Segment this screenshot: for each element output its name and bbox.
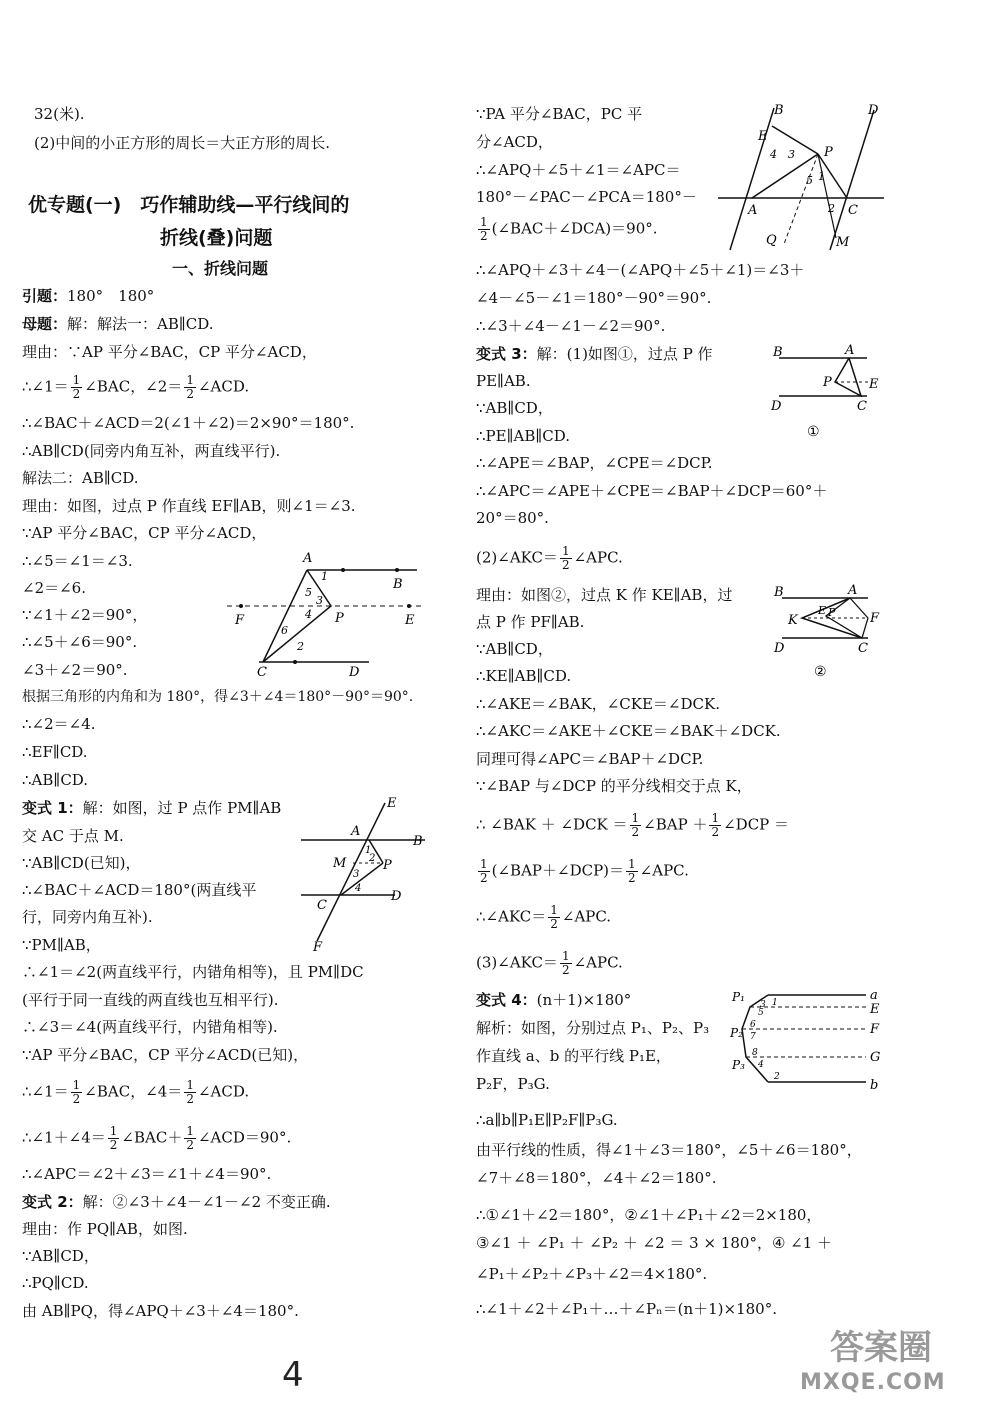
angle-label: 4	[305, 608, 312, 621]
figure-variant4	[732, 985, 882, 1097]
point-label: P₁	[732, 990, 745, 1004]
text-line: ∠P₁＋∠P₂＋∠P₃＋∠2＝4×180°.	[476, 1265, 708, 1283]
text-line	[22, 286, 154, 306]
fraction: $\frac{1}{2}$	[72, 373, 81, 401]
point-label: B	[774, 585, 784, 600]
figure-variant3-1	[765, 338, 885, 440]
text-line: ∴∠APC＝∠2＋∠3＝∠1＋∠4＝90°.	[22, 1165, 272, 1183]
text-line: 根据三角形的内角和为 180°，得∠3＋∠4＝180°－90°＝90°.	[22, 689, 414, 705]
label-bianshi1: 变式 1：	[22, 799, 83, 817]
text-line: 理由：作 PQ∥AB，如图.	[22, 1220, 188, 1238]
point-label: B	[773, 345, 783, 360]
text-line: ∵PM∥AB，	[22, 936, 101, 954]
point-label: P	[823, 375, 832, 390]
fraction: $\frac{1}{2}$	[109, 1124, 118, 1152]
point-label: D	[774, 641, 785, 656]
point-label: F	[313, 940, 323, 955]
point-label: C	[317, 898, 327, 913]
text-line: 同理可得∠APC＝∠BAP＋∠DCP.	[476, 750, 704, 768]
angle-label: 5	[758, 1008, 764, 1018]
text-line: ∴PQ∥CD.	[22, 1274, 89, 1292]
label-yinti: 引题：	[22, 287, 68, 305]
angle-label: 6	[281, 624, 288, 637]
point-label: C	[257, 665, 267, 680]
text-line: ∴∠AKE＝∠BAK，∠CKE＝∠DCK.	[476, 695, 720, 713]
point-label: F	[235, 613, 245, 628]
text-line: P₂F，P₃G.	[476, 1075, 550, 1093]
fraction: $\frac{1}{2}$	[186, 1124, 194, 1152]
text-line: ∵PA 平分∠BAC，PC 平	[476, 105, 643, 123]
text-frag: 解：如图，过 P 点作 PM∥AB	[82, 799, 282, 817]
point-label: B	[393, 577, 403, 592]
figure-caption: ①	[807, 424, 820, 440]
angle-label: 3	[316, 594, 323, 607]
point-label: M	[836, 235, 850, 250]
text-frag: ∠BAC＋	[121, 1128, 183, 1147]
text-line	[476, 904, 611, 931]
point-label: E	[387, 796, 397, 811]
text-line: 作直线 a、b 的平行线 P₁E，	[476, 1047, 671, 1065]
line-label: a	[870, 988, 878, 1003]
point-label: B	[413, 834, 423, 849]
text-line: ∴EF∥CD.	[22, 743, 88, 761]
fraction: $\frac{1}{2}$	[72, 1078, 81, 1106]
point-label: P	[828, 606, 836, 619]
fraction: $\frac{1}{2}$	[480, 215, 488, 243]
text-line: 180°－∠PAC－∠PCA＝180°－	[476, 188, 697, 206]
text-line: ∵AB∥CD(已知)，	[22, 854, 141, 872]
text-line	[476, 950, 623, 977]
fraction: $\frac{1}{2}$	[561, 544, 570, 572]
fraction: $\frac{1}{2}$	[550, 903, 558, 931]
point-label: C	[848, 203, 858, 218]
text-line	[22, 1079, 249, 1106]
point-label: E	[818, 604, 827, 617]
text-line	[476, 990, 631, 1010]
angle-label: 1	[321, 570, 328, 583]
fraction: $\frac{1}{2}$	[628, 857, 636, 885]
point-label: C	[857, 399, 867, 414]
angle-label: 4	[770, 148, 777, 161]
point-label: A	[748, 203, 758, 218]
angle-label: 7	[750, 1032, 756, 1042]
point-label: M	[333, 856, 347, 871]
text-line	[476, 344, 713, 364]
text-line	[22, 1125, 291, 1152]
figure-parallel-ef	[225, 548, 430, 680]
point-label: P	[335, 611, 344, 626]
angle-label: 2	[774, 1072, 780, 1082]
text-frag: ∠ACD.	[197, 1082, 250, 1101]
figure-caption: ②	[814, 664, 827, 680]
point-label: D	[349, 665, 360, 680]
point-label: F	[870, 1022, 880, 1037]
text-line: ∠3＋∠2＝90°.	[22, 661, 128, 679]
angle-label: 5	[305, 586, 312, 599]
line-label: b	[870, 1078, 879, 1093]
text-frag: ∠ACD.	[197, 377, 250, 396]
text-line: 解析：如图，分别过点 P₁、P₂、P₃	[476, 1019, 710, 1037]
text-line: ∴∠3＝∠4(两直线平行，内错角相等).	[22, 1018, 278, 1036]
text-line: ∴AB∥CD(同旁内角互补，两直线平行).	[22, 442, 281, 460]
watermark-url: MXQE.COM	[800, 1370, 946, 1395]
text-line: ∴KE∥AB∥CD.	[476, 667, 572, 685]
angle-label: 2	[297, 640, 304, 653]
text-line: 由平行线的性质，得∠1＋∠3＝180°，∠5＋∠6＝180°，	[476, 1141, 862, 1159]
point-label: D	[391, 889, 402, 904]
fraction: $\frac{1}{2}$	[711, 811, 720, 839]
section-title: 优专题(一) 巧作辅助线—平行线间的	[28, 194, 350, 216]
point-label: E	[758, 129, 768, 144]
text-line: ∵AB∥CD，	[22, 1247, 99, 1265]
text-line	[22, 1192, 331, 1212]
text-line: ∴∠APC＝∠APE＋∠CPE＝∠BAP＋∠DCP＝60°＋	[476, 482, 828, 500]
angle-label: 2	[828, 202, 835, 215]
text-line	[476, 858, 689, 885]
point-label: A	[351, 824, 361, 839]
text-line: ∴∠BAC＋∠ACD＝2(∠1＋∠2)＝2×90°＝180°.	[22, 414, 355, 432]
figure-pq-parallel	[712, 98, 887, 256]
text-frag: ∴∠1＝	[22, 377, 69, 396]
text-line: 分∠ACD，	[476, 133, 553, 151]
point-label: C	[858, 641, 868, 656]
label-bianshi3: 变式 3：	[476, 345, 537, 363]
text-frag: ∠BAC，∠4＝	[84, 1082, 183, 1101]
angle-label: 3	[760, 1000, 766, 1010]
text-line: ∠7＋∠8＝180°，∠4＋∠2＝180°.	[476, 1169, 717, 1187]
text-line: ∴PE∥AB∥CD.	[476, 427, 571, 445]
text-frag: ∠APC.	[639, 861, 689, 880]
angle-label: 4	[355, 883, 362, 894]
angle-label: 1	[772, 998, 778, 1008]
text-line	[22, 314, 214, 334]
text-line: ∵AB∥CD，	[476, 640, 553, 658]
text-line	[22, 374, 249, 401]
point-label: D	[868, 103, 879, 118]
text-line: ∴∠2＝∠4.	[22, 715, 96, 733]
text-frag: ∠APC.	[573, 953, 623, 972]
text-frag: ∴∠1＋∠4＝	[22, 1128, 106, 1147]
text-line: ③∠1 ＋ ∠P₁ ＋ ∠P₂ ＋ ∠2 ＝ 3 × 180°，④ ∠1 ＋	[476, 1234, 833, 1252]
text-line: ∴∠5＝∠1＝∠3.	[22, 552, 133, 570]
page-number: 4	[282, 1355, 304, 1395]
angle-label: 3	[353, 869, 360, 880]
text-line: ∴∠5＋∠6＝90°.	[22, 633, 138, 651]
text-line: 32(米).	[34, 105, 85, 123]
text-frag: (∠BAP＋∠DCP)＝	[491, 861, 625, 880]
point-label: E	[869, 377, 879, 392]
fraction: $\frac{1}{2}$	[186, 373, 194, 401]
text-line: 理由：∵AP 平分∠BAC，CP 平分∠ACD，	[22, 343, 317, 361]
text-line: 理由：如图②，过点 K 作 KE∥AB，过	[476, 586, 733, 604]
angle-label: 4	[758, 1060, 764, 1070]
text-line: ∠2＝∠6.	[22, 579, 86, 597]
text-line	[22, 798, 281, 818]
angle-label: 1	[365, 845, 372, 856]
subsection-title: 一、折线问题	[172, 259, 269, 278]
text-line: ∴∠3＋∠4－∠1－∠2＝90°.	[476, 317, 666, 335]
text-line: ∴∠APE＝∠BAP，∠CPE＝∠DCP.	[476, 454, 713, 472]
angle-label: 8	[752, 1048, 758, 1058]
text-line: (2)中间的小正方形的周长＝大正方形的周长.	[34, 134, 331, 152]
label-muti: 母题：	[22, 315, 68, 333]
text-frag: ∴∠AKC＝	[476, 907, 547, 926]
text-line: ∴∠APQ＋∠3＋∠4－(∠APQ＋∠5＋∠1)＝∠3＋	[476, 261, 805, 279]
text-frag: ∠ACD＝90°.	[197, 1128, 292, 1147]
text-line: ∴AB∥CD.	[22, 771, 89, 789]
text-line: ∵∠BAP 与∠DCP 的平分线相交于点 K，	[476, 777, 752, 795]
point-label: A	[848, 583, 858, 598]
text-line: ∴a∥b∥P₁E∥P₂F∥P₃G.	[476, 1111, 618, 1129]
text-frag: ∠APC.	[561, 907, 612, 926]
text-line: 行，同旁内角互补).	[22, 908, 153, 926]
point-label: D	[771, 399, 782, 414]
point-label: A	[303, 551, 313, 566]
text-line	[476, 545, 623, 572]
label-bianshi2: 变式 2：	[22, 1193, 83, 1211]
yinti-answer: 180° 180°	[67, 287, 155, 305]
text-frag: ∠APC.	[573, 548, 623, 567]
text-frag: ∠BAP ＋	[643, 815, 708, 834]
text-line	[476, 216, 658, 243]
fraction: $\frac{1}{2}$	[480, 857, 488, 885]
text-frag: ∠BAC，∠2＝	[84, 377, 183, 396]
watermark-logo: 答案圈	[830, 1328, 932, 1368]
section-title: 折线(叠)问题	[160, 227, 273, 249]
point-label: K	[788, 613, 798, 628]
text-frag: ∠DCP ＝	[723, 815, 790, 834]
text-frag: (2)∠AKC＝	[476, 548, 558, 567]
point-label: F	[870, 611, 880, 626]
text-line: 解法二：AB∥CD.	[22, 469, 139, 487]
text-line	[476, 812, 789, 839]
text-frag: ∴ ∠BAK ＋ ∠DCK ＝	[476, 815, 628, 834]
point-label: P₃	[732, 1058, 745, 1072]
text-frag: (∠BAC＋∠DCA)＝90°.	[491, 219, 658, 238]
text-line: 理由：如图，过点 P 作直线 EF∥AB，则∠1＝∠3.	[22, 497, 356, 515]
text-line: ∴∠1＋∠2＋∠P₁＋…＋∠Pₙ＝(n＋1)×180°.	[476, 1300, 777, 1318]
text-line: 交 AC 于点 M.	[22, 827, 124, 845]
text-line: ∴∠AKC＝∠AKE＋∠CKE＝∠BAK＋∠DCK.	[476, 722, 781, 740]
angle-label: 3	[788, 148, 795, 161]
muti-answer: 解：解法一：AB∥CD.	[67, 315, 214, 333]
text-line: ∵∠1＋∠2＝90°，	[22, 606, 148, 624]
angle-label: 2	[369, 853, 376, 864]
text-line: ∵AB∥CD，	[476, 399, 553, 417]
point-label: G	[870, 1050, 881, 1065]
text-line: ∴∠APQ＋∠5＋∠1＝∠APC＝	[476, 161, 681, 179]
angle-label: 5	[806, 174, 813, 187]
text-line: 20°＝80°.	[476, 509, 549, 527]
fraction: $\frac{1}{2}$	[186, 1078, 194, 1106]
point-label: P	[824, 145, 833, 160]
text-frag: (3)∠AKC＝	[476, 953, 558, 972]
text-line: ∠4－∠5－∠1＝180°－90°＝90°.	[476, 289, 712, 307]
point-label: A	[845, 343, 855, 358]
figure-transversal-pm	[295, 795, 430, 955]
point-label: P₂	[730, 1026, 743, 1040]
angle-label: 6	[750, 1020, 756, 1030]
text-line: ∴①∠1＋∠2＝180°，②∠1＋∠P₁＋∠2＝2×180，	[476, 1206, 822, 1224]
text-line: 由 AB∥PQ，得∠APQ＋∠3＋∠4＝180°.	[22, 1302, 299, 1320]
point-label: E	[405, 613, 415, 628]
fraction: $\frac{1}{2}$	[631, 811, 640, 839]
fraction: $\frac{1}{2}$	[561, 949, 570, 977]
text-line: (平行于同一直线的两直线也互相平行).	[22, 991, 279, 1009]
text-frag: ∴∠1＝	[22, 1082, 69, 1101]
text-line: ∵AP 平分∠BAC，CP 平分∠ACD，	[22, 524, 267, 542]
text-line: 点 P 作 PF∥AB.	[476, 613, 585, 631]
text-frag: 解：②∠3＋∠4－∠1－∠2 不变正确.	[82, 1193, 331, 1211]
point-label: Q	[766, 233, 777, 248]
point-label: E	[870, 1002, 880, 1017]
text-line: PE∥AB.	[476, 372, 531, 390]
point-label: P	[383, 858, 392, 873]
angle-label: 1	[818, 170, 825, 183]
point-label: B	[774, 103, 784, 118]
text-line: ∵AP 平分∠BAC，CP 平分∠ACD(已知)，	[22, 1046, 309, 1064]
label-bianshi4: 变式 4：	[476, 991, 537, 1009]
text-frag: (n＋1)×180°	[536, 991, 632, 1009]
figure-variant3-2	[770, 580, 885, 680]
text-line: ∴∠BAC＋∠ACD＝180°(两直线平	[22, 881, 257, 899]
text-line: ∴∠1＝∠2(两直线平行，内错角相等)，且 PM∥DC	[22, 963, 364, 981]
text-frag: 解：(1)如图①，过点 P 作	[536, 345, 713, 363]
